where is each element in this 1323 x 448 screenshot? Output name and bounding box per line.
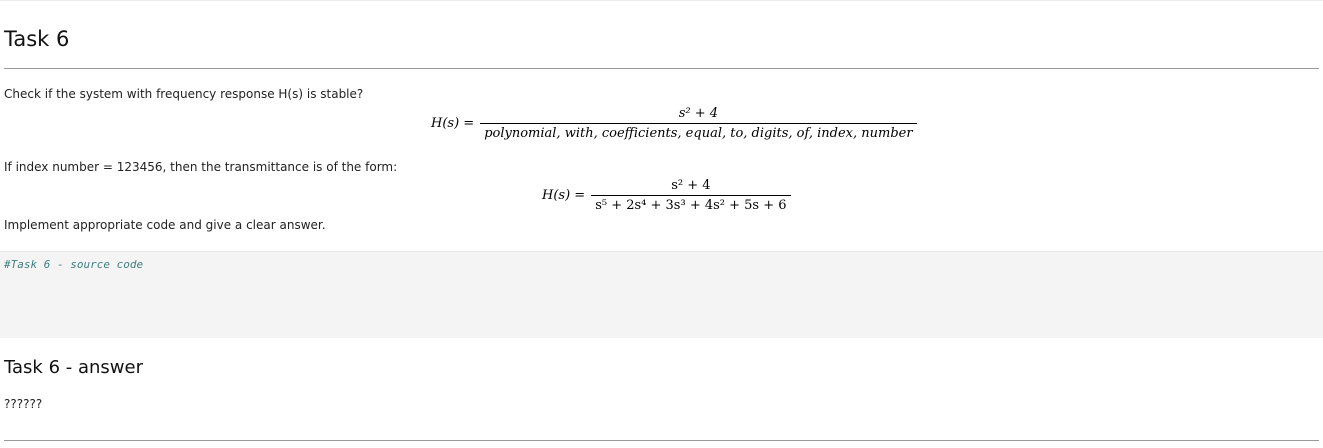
equation-general-fraction — [480, 106, 916, 141]
equation-general — [431, 106, 917, 141]
answer-title: Task 6 - answer — [4, 357, 143, 378]
equation-specific-fraction — [591, 178, 790, 213]
code-cell[interactable] — [0, 251, 1323, 338]
equation-specific-denominator: s⁵ + 2s⁴ + 3s³ + 4s² + 5s + 6 — [595, 198, 787, 213]
answer-text: ?????? — [4, 397, 43, 411]
instruction-text: Implement appropriate code and give a clear answer. — [4, 218, 326, 232]
title-divider — [4, 68, 1319, 69]
equation-general-lhs: H(s) = — [431, 116, 475, 131]
index-number-text: If index number = 123456, then the transmittance is of the form: — [4, 160, 398, 174]
task-title: Task 6 — [4, 27, 70, 51]
equation-general-denominator: polynomial, with, coefficients, equal, to, digits, of, index, number — [484, 126, 913, 141]
code-comment[interactable]: #Task 6 - source code — [4, 258, 144, 271]
equation-specific-lhs: H(s) = — [542, 188, 586, 203]
top-divider — [0, 0, 1323, 1]
answer-divider — [4, 440, 1319, 441]
equation-specific-numerator: s² + 4 — [671, 178, 711, 193]
question-text: Check if the system with frequency response H(s) is stable? — [4, 87, 364, 101]
equation-specific — [542, 178, 791, 213]
equation-general-numerator: s² + 4 — [678, 106, 719, 121]
